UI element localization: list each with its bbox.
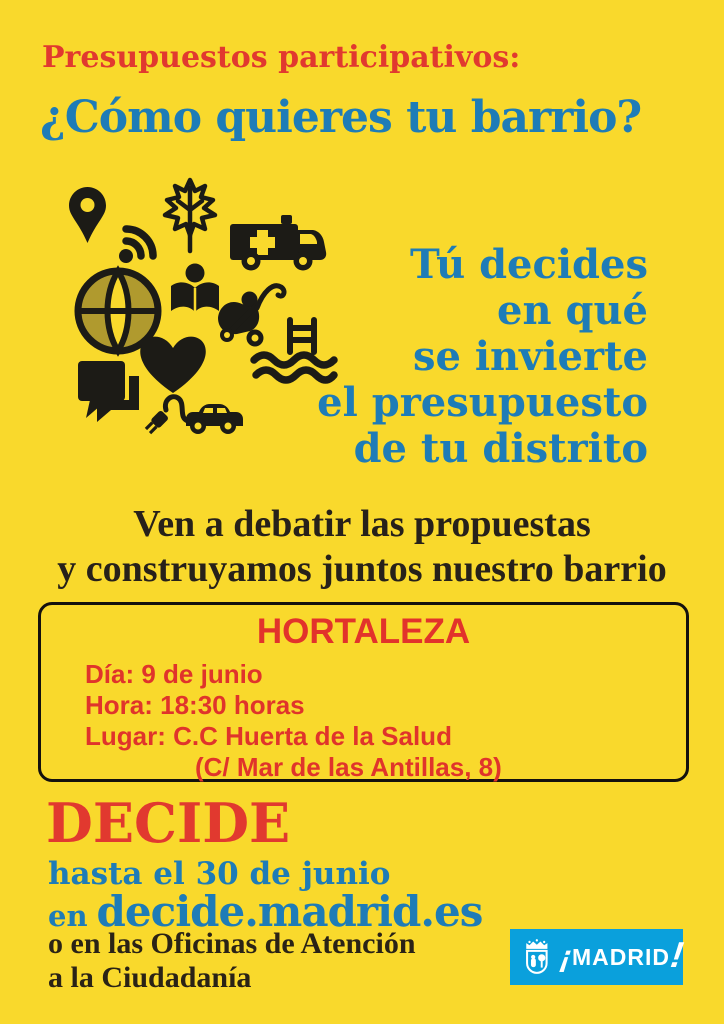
district-title: HORTALEZA <box>256 612 471 651</box>
event-address: (C/ Mar de las Antillas, 8) <box>195 752 502 782</box>
event-details <box>85 659 686 783</box>
location-pin-icon <box>69 187 106 243</box>
maple-leaf-icon <box>165 180 215 251</box>
decide-heading: DECIDE <box>46 791 291 855</box>
logo-close-exclamation: ! <box>668 934 686 975</box>
kicker-text: Presupuestos participativos: <box>42 40 521 75</box>
tagline-line: de tu distrito <box>353 425 648 472</box>
tagline-line: el presupuesto <box>317 379 648 426</box>
event-place: Lugar: C.C Huerta de la Salud <box>85 721 452 751</box>
heart-icon <box>140 337 206 393</box>
madrid-logo <box>510 929 686 985</box>
basketball-icon <box>78 271 158 351</box>
offices-block <box>48 927 416 995</box>
tagline-line: en qué <box>497 287 648 334</box>
invite-line: Ven a debatir las propuestas <box>133 503 591 545</box>
event-box <box>38 602 689 782</box>
madrid-logo-text <box>558 934 686 978</box>
invite-line: y construyamos juntos nuestro barrio <box>57 548 667 590</box>
deadline-text: hasta el 30 de junio <box>48 856 391 892</box>
tagline-block <box>317 242 648 472</box>
logo-open-exclamation: ¡ <box>558 939 574 974</box>
invite-block <box>0 502 724 592</box>
chat-bubbles-icon <box>78 361 139 422</box>
logo-madrid-text: MADRID <box>572 943 670 970</box>
icon-cluster <box>60 172 350 442</box>
url-preposition: en <box>48 899 88 933</box>
event-date: Día: 9 de junio <box>85 659 263 689</box>
tagline-line: Tú decides <box>409 241 648 288</box>
offices-line: o en las Oficinas de Atención <box>48 927 416 960</box>
baby-stroller-icon <box>218 286 284 347</box>
decide-madrid-url: decide.madrid.es <box>96 887 483 936</box>
education-book-icon <box>171 264 219 313</box>
electric-car-icon <box>144 397 243 436</box>
tagline-line: se invierte <box>412 333 648 380</box>
madrid-crest-icon <box>523 934 551 980</box>
offices-line: a la Ciudadanía <box>48 961 252 994</box>
event-time: Hora: 18:30 horas <box>85 690 305 720</box>
wifi-icon <box>119 223 159 263</box>
ambulance-icon <box>230 215 326 271</box>
page-title: ¿Cómo quieres tu barrio? <box>40 92 642 143</box>
